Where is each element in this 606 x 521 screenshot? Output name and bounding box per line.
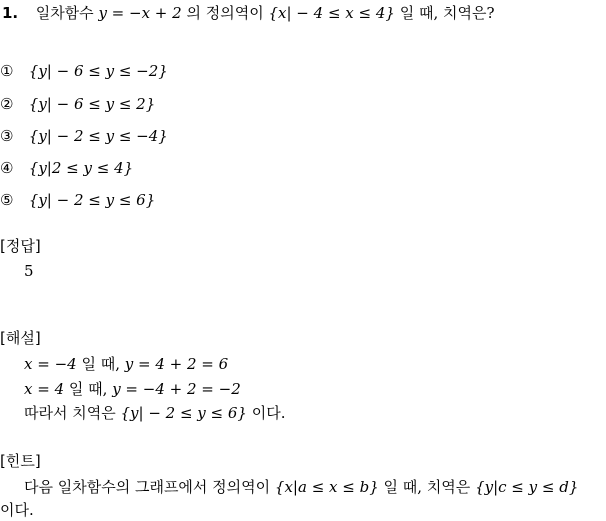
question-text-b: 의 정의역이 xyxy=(186,4,269,22)
option-5[interactable] xyxy=(0,190,155,210)
question-line xyxy=(2,3,495,23)
explanation-line-1-c: y = 4 + 2 = 6 xyxy=(124,355,229,373)
option-2[interactable] xyxy=(0,94,155,114)
explanation-line-2 xyxy=(24,379,241,399)
explanation-line-3-a: 따라서 치역은 xyxy=(24,404,121,422)
question-function: y = −x + 2 xyxy=(98,4,182,22)
hint-label: [힌트] xyxy=(0,452,41,470)
question-text-c: 일 때, 치역은? xyxy=(399,4,495,22)
option-5-text: {y| − 2 ≤ y ≤ 6} xyxy=(28,191,156,209)
hint-text-b: 일 때, 치역은 xyxy=(383,478,476,496)
explanation-line-3 xyxy=(24,403,286,423)
question-text-a: 일차함수 xyxy=(35,4,99,22)
hint-range: {y|c ≤ y ≤ d} xyxy=(475,478,579,496)
explanation-line-2-a: x = 4 xyxy=(24,380,65,398)
explanation-line-1-b: 일 때, xyxy=(81,355,125,373)
option-1-text: {y| − 6 ≤ y ≤ −2} xyxy=(28,62,168,80)
option-4-text: {y|2 ≤ y ≤ 4} xyxy=(28,159,134,177)
option-3-mark: ③ xyxy=(0,127,14,145)
option-2-mark: ② xyxy=(0,95,14,113)
option-2-text: {y| − 6 ≤ y ≤ 2} xyxy=(28,95,156,113)
hint-line-1 xyxy=(24,477,578,497)
option-1-mark: ① xyxy=(0,62,14,80)
explanation-line-2-b: 일 때, xyxy=(68,380,113,398)
option-5-mark: ⑤ xyxy=(0,191,14,209)
explanation-line-2-c: y = −4 + 2 = −2 xyxy=(112,380,241,398)
option-3[interactable] xyxy=(0,126,168,146)
explanation-line-3-c: 이다. xyxy=(251,404,286,422)
option-1[interactable] xyxy=(0,61,168,81)
explanation-line-3-b: {y| − 2 ≤ y ≤ 6} xyxy=(120,404,247,422)
option-4-mark: ④ xyxy=(0,159,14,177)
hint-text-a: 다음 일차함수의 그래프에서 정의역이 xyxy=(24,478,275,496)
explanation-line-1-a: x = −4 xyxy=(24,355,77,373)
hint-line-2: 이다. xyxy=(0,501,34,519)
explanation-line-1 xyxy=(24,354,228,374)
answer-label: [정답] xyxy=(0,237,41,255)
hint-domain: {x|a ≤ x ≤ b} xyxy=(274,478,379,496)
answer-value: 5 xyxy=(24,262,34,280)
explanation-label: [해설] xyxy=(0,329,41,347)
option-4[interactable] xyxy=(0,158,133,178)
question-domain: {x| − 4 ≤ x ≤ 4} xyxy=(268,4,395,22)
option-3-text: {y| − 2 ≤ y ≤ −4} xyxy=(28,127,168,145)
question-number: 1. xyxy=(2,4,19,22)
